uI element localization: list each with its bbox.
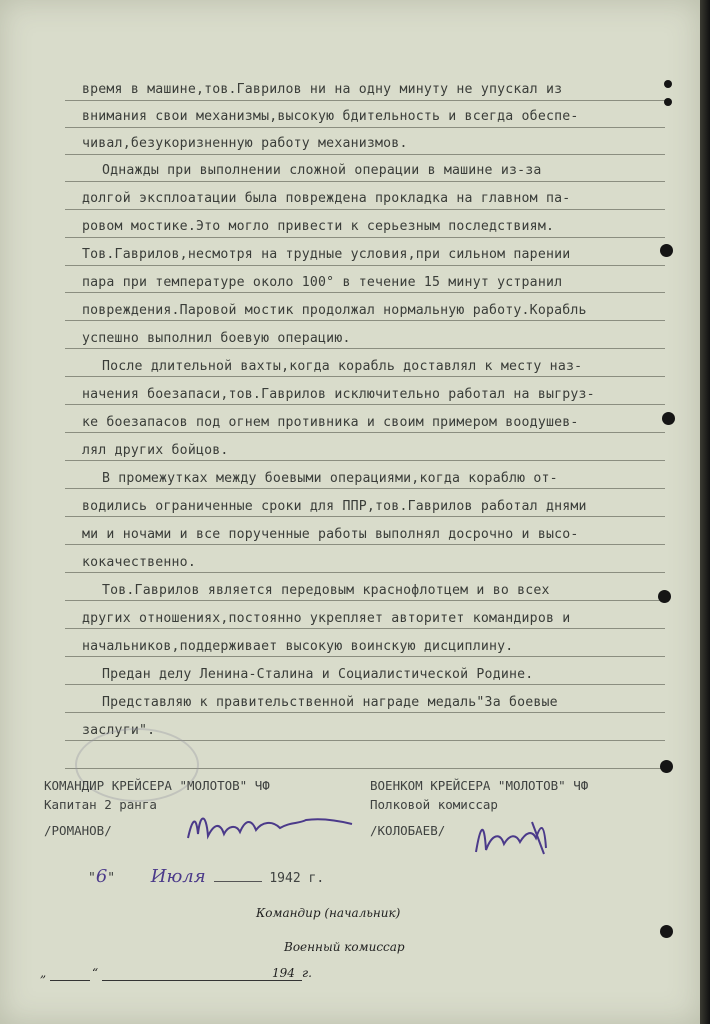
- body-line: ровом мостике.Это могло привести к серьезным последствиям.: [82, 219, 555, 234]
- punch-hole: [664, 98, 672, 106]
- punch-hole: [664, 80, 672, 88]
- body-line: После длительной вахты,когда корабль доставлял к месту наз-: [102, 359, 583, 374]
- commander-rank: Капитан 2 ранга: [44, 797, 157, 812]
- body-line: чивал,безукоризненную работу механизмов.: [82, 136, 408, 151]
- body-line: долгой эксплоатации была повреждена прокладка на главном па-: [82, 191, 571, 206]
- body-line: повреждения.Паровой мостик продолжал нормальную работу.Корабль: [82, 303, 587, 318]
- punch-hole: [662, 412, 675, 425]
- body-line: Тов.Гаврилов является передовым краснофлотцем и во всех: [102, 583, 550, 598]
- body-line: начения боезапаси,тов.Гаврилов исключительно работал на выгруз-: [82, 387, 595, 402]
- body-line: водились ограниченные сроки для ППР,тов.Гаврилов работал днями: [82, 499, 587, 514]
- punch-hole: [658, 590, 671, 603]
- punch-hole: [660, 925, 673, 938]
- body-line: Однажды при выполнении сложной операции в машине из-за: [102, 163, 542, 178]
- body-line: Тов.Гаврилов,несмотря на трудные условия,при сильном парении: [82, 247, 571, 262]
- body-line: других отношениях,постоянно укрепляет авторитет командиров и: [82, 611, 571, 626]
- body-line: начальников,поддерживает высокую воинскую дисциплину.: [82, 639, 514, 654]
- body-line: лял других бойцов.: [82, 443, 229, 458]
- commissar-form-label: Военный комиссар: [284, 940, 405, 954]
- body-line: Предан делу Ленина-Сталина и Социалистической Родине.: [102, 667, 534, 682]
- body-line: ми и ночами и все порученные работы выполнял досрочно и высо-: [82, 527, 579, 542]
- body-line: заслуги".: [82, 723, 156, 738]
- commander-name: /РОМАНОВ/: [44, 823, 112, 838]
- date-year: 1942 г.: [269, 871, 325, 886]
- form-year-unit: г.: [302, 966, 312, 980]
- date-month: Июля: [150, 866, 206, 887]
- body-line: успешно выполнил боевую операцию.: [82, 331, 351, 346]
- body-line: кокачественно.: [82, 555, 196, 570]
- body-line: пара при температуре около 100° в течение 15 минут устранил: [82, 275, 563, 290]
- body-line: В промежутках между боевыми операциями,когда кораблю от-: [102, 471, 558, 486]
- commander-title: КОМАНДИР КРЕЙСЕРА "МОЛОТОВ" ЧФ: [44, 778, 270, 793]
- body-line: внимания свои механизмы,высокую бдительность и всегда обеспе-: [82, 109, 579, 124]
- punch-hole: [660, 244, 673, 257]
- kolobaev-signature: [470, 808, 560, 863]
- punch-hole: [660, 760, 673, 773]
- date-line: "6" Июля 1942 г.: [88, 866, 325, 887]
- commissar-name: /КОЛОБАЕВ/: [370, 823, 446, 838]
- body-line: время в машине,тов.Гаврилов ни на одну минуту не упускал из: [82, 82, 563, 97]
- date-day: 6: [95, 866, 108, 887]
- page-edge: [700, 0, 710, 1024]
- body-line: Представляю к правительственной награде медаль"За боевые: [102, 695, 558, 710]
- commissar-title: ВОЕНКОМ КРЕЙСЕРА "МОЛОТОВ" ЧФ: [370, 778, 589, 793]
- form-year-prefix: 194: [272, 966, 295, 980]
- form-date-line: „ “ 194 г.: [40, 966, 312, 980]
- body-line: ке боезапасов под огнем противника и своим примером воодушев-: [82, 415, 579, 430]
- commander-form-label: Командир (начальник): [256, 906, 401, 920]
- commissar-rank: Полковой комиссар: [370, 797, 498, 812]
- romanov-signature: [180, 800, 360, 850]
